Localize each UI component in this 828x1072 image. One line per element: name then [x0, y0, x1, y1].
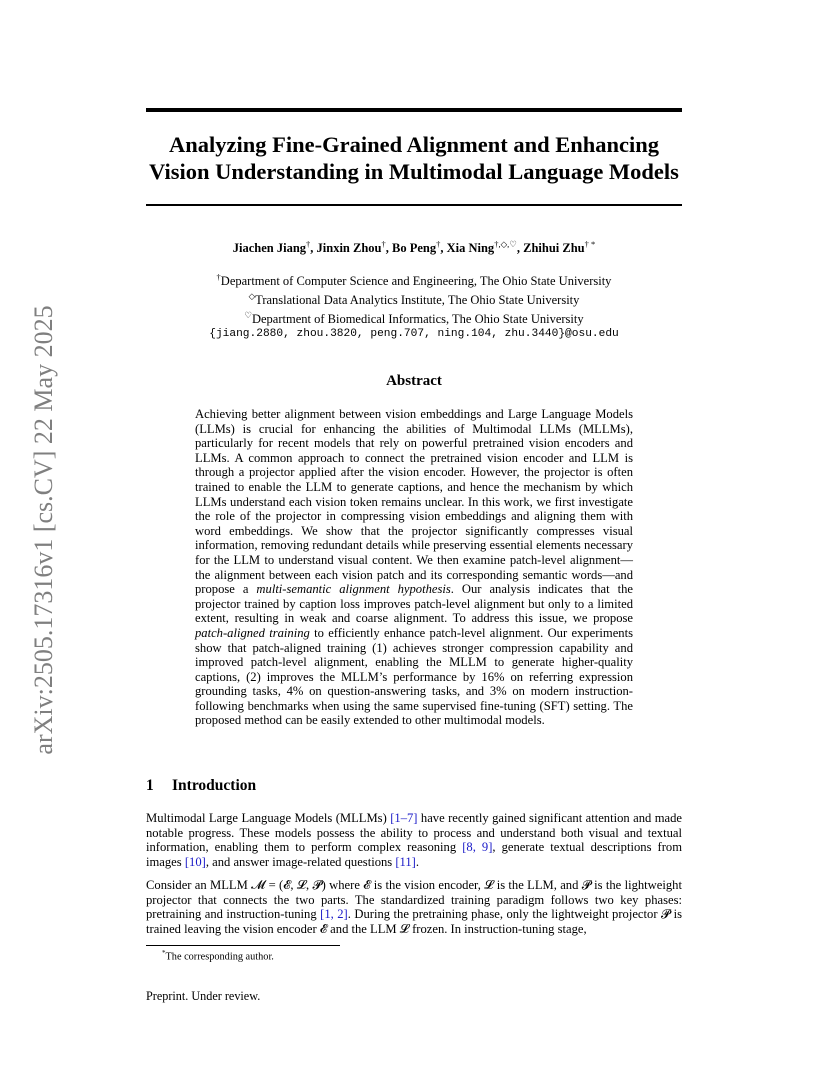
body-text: . During the pretraining phase, only the lightweight projector — [347, 907, 661, 922]
author-mark: † — [381, 239, 386, 249]
author-name: Xia Ning — [446, 241, 495, 256]
affiliations — [120, 270, 708, 342]
math-symbol: 𝓔 — [319, 921, 328, 936]
affiliation-mark: † — [216, 272, 221, 282]
math-symbol: 𝓛 — [484, 878, 494, 892]
math-symbol: 𝓟 — [661, 907, 671, 922]
footnote-rule — [146, 945, 340, 946]
title-bottom-rule — [146, 204, 682, 206]
body-text: have recently gained significant attention and made notable progress. These models possess the ability to process and understand both visual and textual information, enabling them to perform complex reasoning — [146, 811, 682, 855]
body-text: . — [415, 854, 420, 869]
author-mark: † — [306, 239, 311, 249]
affiliation-text: Department of Biomedical Informatics, The Ohio State University — [251, 312, 584, 327]
math-symbol: 𝓛 — [399, 921, 409, 936]
body-text: is the lightweight projector that connects the two parts. The standardized training paradigm follows two key phases: pretraining and instruction-tuning — [146, 878, 682, 922]
paper-title — [120, 131, 708, 185]
abstract-emphasis: patch-aligned training — [195, 625, 310, 640]
abstract-text: . Our analysis indicates that the projector trained by caption loss improves patch-level alignment but only to a limited extent, resulting in weak and coarse alignment. To address this issue, we propose — [195, 582, 633, 626]
author-list: Jiachen Jiang†, Jinxin Zhou†, Bo Peng†, Xia Ning†,◇,♡, Zhihui Zhu† * — [232, 239, 596, 256]
body-text: and the LLM — [327, 921, 400, 936]
footnote-mark: * — [162, 949, 166, 957]
author-name: Bo Peng — [392, 241, 437, 256]
affiliation-mark: ♡ — [244, 310, 252, 321]
section-number: 1 — [146, 777, 154, 794]
body-text: is the vision encoder, — [370, 878, 485, 892]
affiliation-line — [120, 289, 708, 308]
abstract-text: Achieving better alignment between vision embeddings and Large Language Models (LLMs) is crucial for enhancing the abilities of Multimodal LLMs (MLLMs), particularly for recent models that rely on powerful pretrained vision encoders and LLMs. A common approach to connect the pretrained vision encoder and LLM is through a projector applied after the vision encoder. However, the projector is often trained to enable the LLM to generate captions, and hence the mechanism by which LLMs understand each vision token remains unclear. In this work, we first investigate the role of the projector in compressing vision embeddings and aligning them with word embeddings. We show that the projector significantly compresses visual information, removing redundant details while preserving essential elements necessary for the LLM to understand visual content. We then examine patch-level alignment—the alignment between each vision patch and its corresponding semantic words—and propose a — [195, 407, 633, 597]
abstract-body — [195, 407, 633, 728]
footnote-text: The corresponding author. — [165, 951, 274, 963]
author-name: Jiachen Jiang — [232, 241, 307, 256]
abstract-heading: Abstract — [386, 373, 442, 389]
author-name: Jinxin Zhou — [316, 241, 382, 256]
intro-paragraph-1 — [146, 811, 682, 869]
citation-link[interactable]: [1–7] — [390, 811, 418, 825]
author-emails[interactable]: {jiang.2880, zhou.3820, peng.707, ning.104, zhu.3440}@osu.edu — [209, 328, 619, 341]
abstract-emphasis: multi-semantic alignment hypothesis — [256, 582, 451, 597]
abstract-text: to efficiently enhance patch-level alignment. Our experiments show that patch-aligned training (1) achieves stronger compression capability and improved patch-level alignment, enabling the MLLM to generate higher-quality captions, (2) improves the MLLM’s performance by 16% on referring expression grounding tasks, 4% on question-answering tasks, and 3% on modern instruction-following benchmarks when using the same supervised fine-tuning (SFT) setting. The proposed method can be easily extended to other multimodal models. — [195, 625, 633, 728]
affiliation-line — [120, 308, 708, 327]
body-text: , and answer image-related questions — [205, 854, 396, 869]
title-line-1: Analyzing Fine-Grained Alignment and Enhancing — [168, 132, 660, 157]
body-text: is trained leaving the vision encoder — [146, 907, 682, 936]
math-symbol: 𝓟 — [581, 878, 591, 892]
section-heading — [146, 777, 256, 795]
author-mark: † — [436, 239, 441, 249]
body-text: is the LLM, and — [493, 878, 582, 892]
body-text: , generate textual descriptions from images — [146, 840, 683, 869]
author-mark: †,◇,♡ — [494, 239, 517, 249]
affiliation-mark: ◇ — [248, 291, 256, 302]
author-mark: † * — [584, 239, 596, 249]
title-line-2: Vision Understanding in Multimodal Language Models — [149, 159, 679, 184]
arxiv-stamp-text: arXiv:2505.17316v1 [cs.CV] 22 May 2025 — [29, 305, 58, 755]
author-name: Zhihui Zhu — [523, 241, 585, 256]
footnote — [162, 949, 274, 962]
section-title: Introduction — [172, 777, 257, 794]
affiliation-line — [120, 270, 708, 289]
title-top-rule — [146, 108, 682, 112]
intro-paragraph-2 — [146, 878, 682, 936]
math-symbol: 𝓔 — [363, 878, 371, 892]
body-text: Consider an MLLM — [146, 878, 252, 892]
body-text: where — [325, 878, 364, 892]
body-text: frozen. In instruction-tuning stage, — [408, 921, 587, 936]
preprint-notice: Preprint. Under review. — [146, 989, 261, 1003]
citation-link[interactable]: [1, 2] — [320, 907, 348, 922]
affiliation-text: Translational Data Analytics Institute, The Ohio State University — [255, 293, 580, 308]
citation-link[interactable]: [10] — [184, 854, 206, 869]
body-text: Multimodal Large Language Models (MLLMs) — [146, 811, 391, 825]
citation-link[interactable]: [8, 9] — [462, 840, 493, 855]
citation-link[interactable]: [11] — [395, 854, 416, 869]
math-expression: 𝓜 = (𝓔, 𝓛, 𝓟) — [251, 878, 326, 892]
affiliation-text: Department of Computer Science and Engineering, The Ohio State University — [220, 274, 612, 289]
